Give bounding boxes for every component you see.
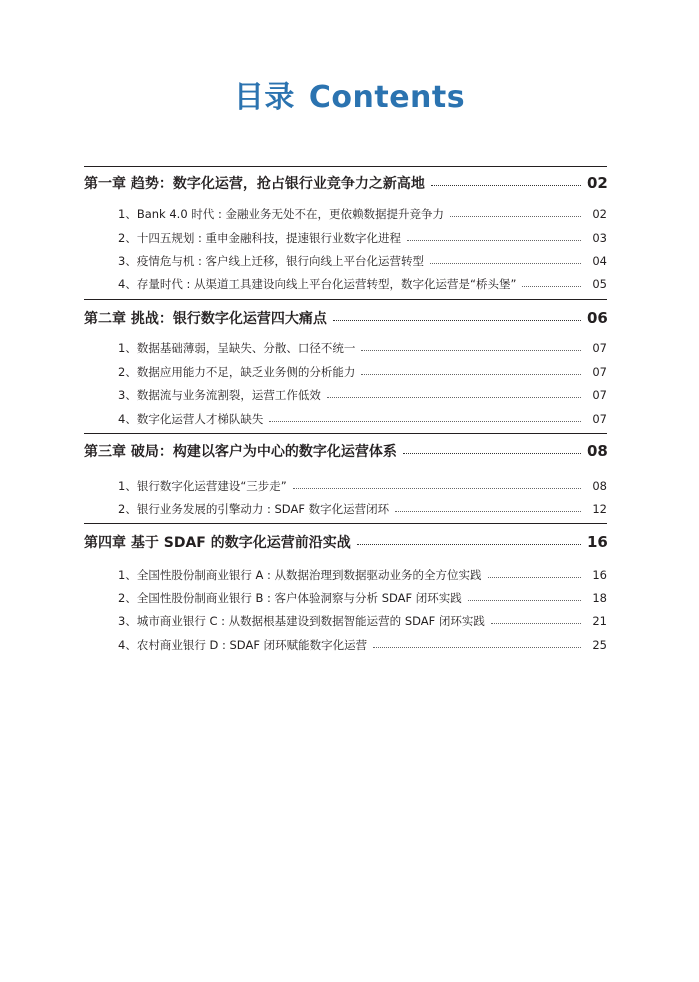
- item-title: 3、疫情危与机 : 客户线上迁移，银行向线上平台化运营转型: [118, 254, 424, 268]
- chapter-page: 06: [587, 309, 608, 327]
- divider: [84, 299, 607, 300]
- dot-leader: [357, 544, 581, 545]
- toc-item[interactable]: [118, 412, 607, 426]
- dot-leader: [450, 216, 581, 217]
- item-title: 1、全国性股份制商业银行 A : 从数据治理到数据驱动业务的全方位实践: [118, 568, 482, 582]
- dot-leader: [403, 453, 581, 454]
- chapter-title: 第二章 挑战：银行数字化运营四大痛点: [84, 311, 327, 327]
- title-en: Contents: [308, 80, 466, 115]
- page-title: [0, 78, 699, 118]
- divider: [84, 433, 607, 434]
- item-page: 18: [592, 591, 607, 605]
- dot-leader: [373, 647, 581, 648]
- dot-leader: [361, 350, 581, 351]
- item-page: 12: [592, 502, 607, 516]
- item-page: 21: [592, 614, 607, 628]
- item-page: 07: [592, 412, 607, 426]
- dot-leader: [361, 374, 581, 375]
- chapter-title: 第一章 趋势：数字化运营，抢占银行业竞争力之新高地: [84, 176, 425, 192]
- item-title: 2、数据应用能力不足，缺乏业务侧的分析能力: [118, 365, 356, 379]
- item-title: 4、农村商业银行 D : SDAF 闭环赋能数字化运营: [118, 638, 368, 652]
- item-title: 2、十四五规划 : 重申金融科技，提速银行业数字化进程: [118, 231, 401, 245]
- toc-item[interactable]: [118, 254, 607, 268]
- toc-item[interactable]: [118, 277, 607, 291]
- dot-leader: [333, 320, 581, 321]
- top-rule: [84, 166, 607, 167]
- dot-leader: [395, 511, 581, 512]
- dot-leader: [269, 421, 581, 422]
- toc-item[interactable]: [118, 614, 607, 628]
- toc-item[interactable]: [118, 591, 607, 605]
- item-page: 07: [592, 388, 607, 402]
- title-cn: 目录: [233, 80, 295, 115]
- dot-leader: [468, 600, 581, 601]
- toc-item[interactable]: [118, 365, 607, 379]
- item-title: 3、数据流与业务流割裂，运营工作低效: [118, 388, 321, 402]
- toc-item[interactable]: [118, 638, 607, 652]
- item-page: 03: [592, 231, 607, 245]
- toc-chapter-1[interactable]: [84, 174, 607, 193]
- dot-leader: [488, 577, 581, 578]
- dot-leader: [491, 623, 581, 624]
- toc-chapter-3[interactable]: [84, 442, 607, 461]
- chapter-title: 第三章 破局：构建以客户为中心的数字化运营体系: [84, 444, 397, 460]
- dot-leader: [431, 185, 581, 186]
- item-page: 25: [592, 638, 607, 652]
- item-title: 1、Bank 4.0 时代 : 金融业务无处不在，更依赖数据提升竞争力: [118, 207, 444, 221]
- item-page: 16: [592, 568, 607, 582]
- dot-leader: [430, 263, 581, 264]
- toc-chapter-4[interactable]: [84, 533, 607, 552]
- item-title: 1、银行数字化运营建设“三步走”: [118, 479, 287, 493]
- item-title: 2、银行业务发展的引擎动力 : SDAF 数字化运营闭环: [118, 502, 390, 516]
- toc-item[interactable]: [118, 479, 607, 493]
- item-page: 02: [592, 207, 607, 221]
- item-page: 05: [592, 277, 607, 291]
- toc-item[interactable]: [118, 207, 607, 221]
- item-page: 07: [592, 341, 607, 355]
- dot-leader: [327, 397, 581, 398]
- chapter-title: 第四章 基于 SDAF 的数字化运营前沿实战: [84, 535, 351, 551]
- item-page: 07: [592, 365, 607, 379]
- item-title: 1、数据基础薄弱，呈缺失、分散、口径不统一: [118, 341, 356, 355]
- divider: [84, 523, 607, 524]
- item-page: 08: [592, 479, 607, 493]
- item-title: 4、存量时代 : 从渠道工具建设向线上平台化运营转型，数字化运营是“桥头堡”: [118, 277, 517, 291]
- chapter-page: 08: [587, 442, 608, 460]
- item-title: 4、数字化运营人才梯队缺失: [118, 412, 264, 426]
- item-page: 04: [592, 254, 607, 268]
- item-title: 3、城市商业银行 C : 从数据根基建设到数据智能运营的 SDAF 闭环实践: [118, 614, 485, 628]
- dot-leader: [407, 240, 581, 241]
- toc-item[interactable]: [118, 231, 607, 245]
- toc-item[interactable]: [118, 388, 607, 402]
- toc-item[interactable]: [118, 502, 607, 516]
- toc-chapter-2[interactable]: [84, 309, 607, 328]
- chapter-page: 16: [587, 533, 608, 551]
- item-title: 2、全国性股份制商业银行 B : 客户体验洞察与分析 SDAF 闭环实践: [118, 591, 462, 605]
- dot-leader: [522, 286, 581, 287]
- dot-leader: [293, 488, 581, 489]
- chapter-page: 02: [587, 174, 608, 192]
- toc-item[interactable]: [118, 568, 607, 582]
- toc-item[interactable]: [118, 341, 607, 355]
